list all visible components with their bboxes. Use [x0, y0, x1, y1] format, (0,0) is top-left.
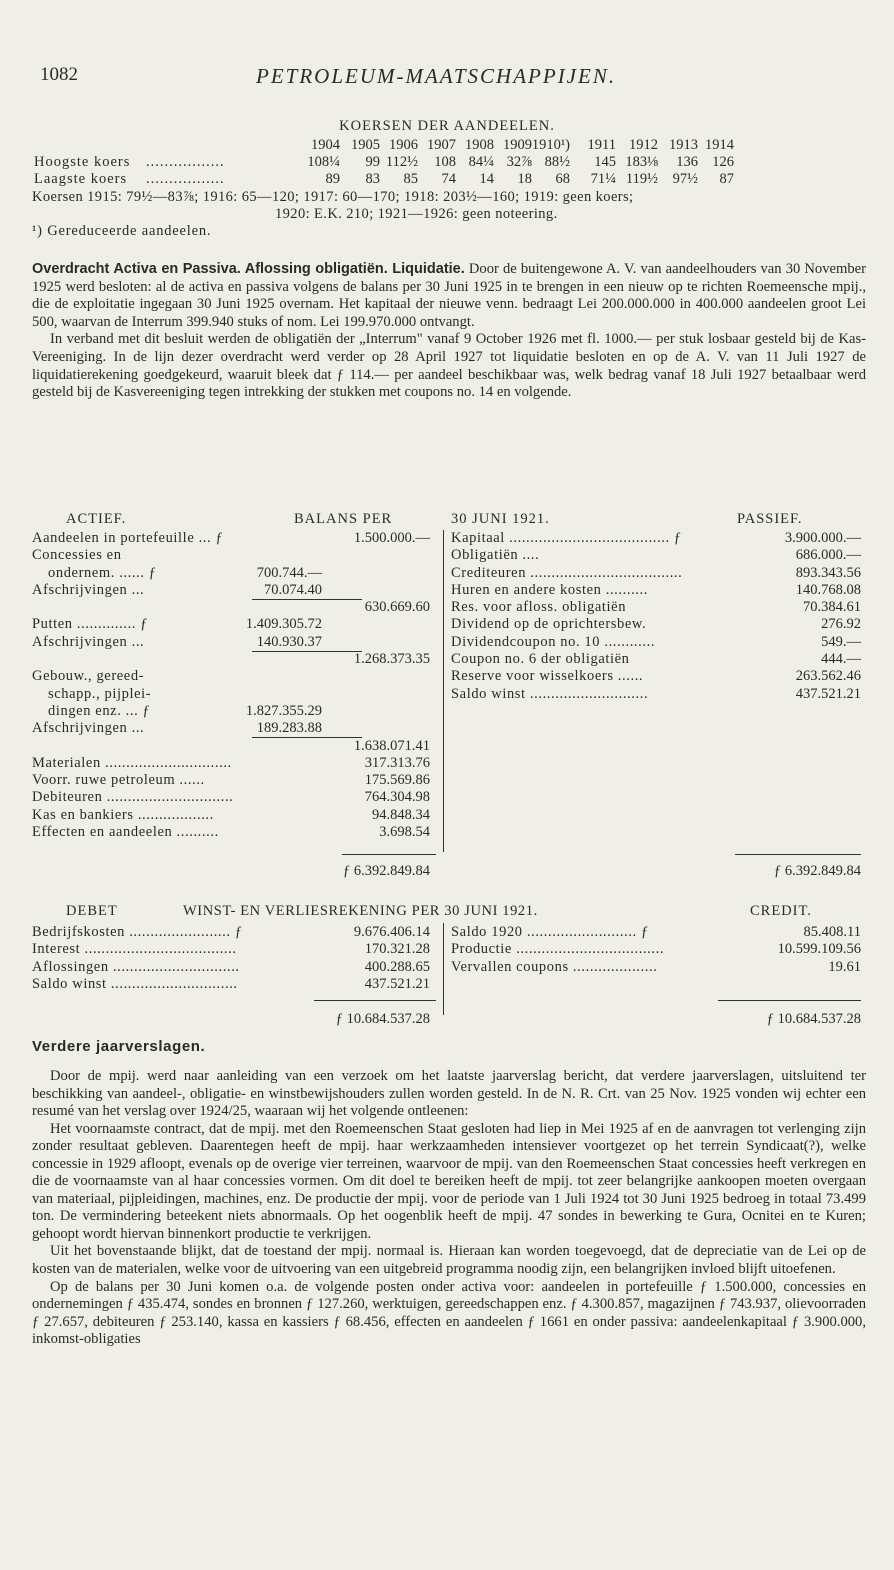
koersen-laagste-value: 74: [441, 171, 456, 187]
credit-value: 19.61: [828, 958, 861, 975]
koersen-laagste-value: 89: [325, 171, 340, 187]
koersen-year: 1907: [427, 137, 456, 153]
debet-row: [32, 924, 438, 941]
koersen-laagste-value: 71¼: [590, 171, 616, 187]
debet-total-rule: [314, 1000, 436, 1001]
debet-label-text: Interest ....................................: [32, 941, 237, 958]
actief-value: 317.313.76: [364, 754, 430, 771]
passief-row: [451, 668, 861, 685]
overdracht-heading: Overdracht Activa en Passiva. Aflossing obligatiën. Liquidatie.: [32, 261, 465, 277]
overdracht-text-2: In verband met dit besluit werden de obligatiën der „Interrum" vanaf 9 October 1926 met fl. 1000.— per stuk losbaar gesteld bij de Kas-Vereeniging. In de lijn dezer overdracht werd verder op 28 April 1927 tot liquidatie besloten en op de A. V. van 11 Juli 1927 de liquidatierekening goedgekeurd, waaruit bleek dat ƒ 114.— per aandeel beschikbaar was, welk bedrag vanaf 18 Juli 1927 betaalbaar werd gesteld bij de Kasvereeniging tegen intrekking der stukken met coupons no. 14 en volgende.: [32, 331, 866, 401]
koersen-year: 1904: [311, 137, 340, 153]
debet-row: [32, 941, 438, 958]
actief-label-text: schapp., pijplei-: [48, 685, 152, 702]
actief-sub-value: 1.409.305.72: [245, 616, 322, 633]
actief-list: [32, 530, 438, 841]
koersen-laagste-value: 97½: [672, 171, 698, 187]
passief-value: 70.384.61: [803, 599, 861, 616]
passief-label-text: Huren en andere kosten ..........: [451, 581, 648, 598]
winst-divider: [443, 923, 444, 1015]
overdracht-section: [32, 261, 866, 402]
passief-row: [451, 634, 861, 651]
actief-row: [32, 668, 438, 685]
winst-title: WINST- EN VERLIESREKENING PER 30 JUNI 1921.: [183, 903, 538, 919]
koersen-hoogste-value: 32⅞: [506, 154, 532, 170]
actief-sub-value: 70.074.40: [264, 581, 322, 598]
verdere-heading: Verdere jaarverslagen.: [32, 1038, 206, 1055]
koersen-laagste-value: 119½: [625, 171, 658, 187]
debet-label-text: Saldo winst ..............................: [32, 975, 238, 992]
passief-row: [451, 530, 861, 547]
actief-label-text: Afschrijvingen ...: [32, 720, 145, 737]
balans-divider: [443, 530, 444, 852]
passief-row: [451, 547, 861, 564]
running-title: PETROLEUM-MAATSCHAPPIJEN.: [256, 64, 617, 88]
passief-total-rule: [735, 854, 861, 855]
debet-row: [32, 976, 438, 993]
page-number: 1082: [40, 64, 78, 85]
koersen-year: 1905: [351, 137, 380, 153]
laagste-dots: .................: [146, 171, 225, 187]
passief-row: [451, 651, 861, 668]
koersen-hoogste-value: 112½: [385, 154, 418, 170]
koersen-hoogste-value: 84¼: [468, 154, 494, 170]
actief-label-text: Kas en bankiers ..................: [32, 806, 214, 823]
debet-label-text: Bedrijfskosten ........................ ƒ: [32, 924, 243, 940]
actief-label-text: Afschrijvingen ...: [32, 633, 145, 650]
koersen-year: 1911: [587, 137, 616, 153]
passief-value: 437.521.21: [795, 685, 861, 702]
actief-label-text: Putten .............. ƒ: [32, 616, 149, 633]
passief-label-text: Dividendcoupon no. 10 ............: [451, 633, 656, 650]
passief-row: [451, 582, 861, 599]
koersen-hoogste-value: 183⅛: [625, 154, 658, 170]
passief-row: [451, 686, 861, 703]
credit-total: ƒ 10.684.537.28: [766, 1011, 861, 1027]
koersen-hoogste-value: 136: [676, 154, 698, 170]
credit-row: [451, 924, 861, 941]
actief-label-text: Effecten en aandeelen ..........: [32, 824, 219, 841]
passief-row: [451, 616, 861, 633]
actief-label-text: Concessies en: [32, 547, 122, 564]
credit-value: 85.408.11: [803, 924, 861, 940]
koersen-hoogste-value: 108: [434, 154, 456, 170]
actief-label-text: Voorr. ruwe petroleum ......: [32, 772, 205, 789]
debet-label-text: Aflossingen ..............................: [32, 958, 240, 975]
verdere-p3: Uit het bovenstaande blijkt, dat de toestand der mpij. normaal is. Hieraan kan worden toegevoegd, dat de depreciatie van de Lei op de kosten van de materialen, welke voor de uitvoering van een uitgebreid programma noodig zijn, een belangrijken invloed blijft uitoefenen.: [32, 1243, 866, 1278]
koersen-laagste-value: 68: [555, 171, 570, 187]
koersen-laagste-value: 85: [403, 171, 418, 187]
credit-list: [451, 924, 861, 976]
passief-label-text: Reserve voor wisselkoers ......: [451, 668, 644, 685]
balans-title-left: BALANS PER: [294, 511, 393, 527]
credit-total-rule: [718, 1000, 861, 1001]
actief-label-text: dingen enz. ... ƒ: [48, 702, 151, 719]
actief-row: [32, 720, 438, 737]
actief-row: [32, 634, 438, 651]
koersen-year: 1910¹): [531, 137, 570, 153]
actief-row: [32, 547, 438, 564]
koersen-laagste-value: 83: [365, 171, 380, 187]
debet-row: [32, 959, 438, 976]
actief-row: [32, 738, 438, 755]
passief-label-text: Coupon no. 6 der obligatiën: [451, 651, 630, 668]
koersen-year: 1914: [705, 137, 734, 153]
actief-sub-value: 700.744.—: [256, 564, 322, 581]
actief-row: [32, 755, 438, 772]
passief-label-text: Dividend op de oprichtersbew.: [451, 616, 647, 633]
passief-value: 140.768.08: [795, 581, 861, 598]
credit-label: CREDIT.: [750, 903, 812, 919]
actief-total-rule: [342, 854, 436, 855]
credit-label-text: Productie ...................................: [451, 941, 665, 958]
hoogste-dots: .................: [146, 154, 225, 170]
actief-row: [32, 616, 438, 633]
credit-row: [451, 941, 861, 958]
actief-value: 3.698.54: [379, 824, 430, 841]
actief-sub-value: 140.930.37: [256, 633, 322, 650]
actief-row: [32, 651, 438, 668]
passief-row: [451, 565, 861, 582]
actief-total: ƒ 6.392.849.84: [343, 863, 430, 879]
actief-label-text: Materialen ..............................: [32, 754, 232, 771]
passief-value: 686.000.—: [795, 547, 861, 564]
passief-label-text: Saldo winst ............................: [451, 685, 649, 702]
koersen-title: KOERSEN DER AANDEELEN.: [339, 118, 555, 134]
passief-label: PASSIEF.: [737, 511, 803, 527]
actief-sub-value: 1.827.355.29: [245, 702, 322, 719]
passief-list: [451, 530, 861, 703]
passief-label-text: Res. voor afloss. obligatiën: [451, 599, 627, 616]
koersen-laagste-value: 14: [479, 171, 494, 187]
debet-total: ƒ 10.684.537.28: [335, 1011, 430, 1027]
koersen-hoogste-value: 88½: [544, 154, 570, 170]
passief-value: 549.—: [821, 633, 861, 650]
actief-row: [32, 789, 438, 806]
actief-value: 764.304.98: [364, 789, 430, 806]
koersen-note-2: 1920: E.K. 210; 1921—1926: geen noteering.: [275, 206, 558, 222]
actief-row: [32, 582, 438, 599]
balans-title-right: 30 JUNI 1921.: [451, 511, 550, 527]
koersen-footnote: ¹) Gereduceerde aandeelen.: [32, 223, 212, 239]
debet-value: 400.288.65: [364, 958, 430, 975]
koersen-hoogste-value: 99: [365, 154, 380, 170]
actief-label-text: Aandeelen in portefeuille ... ƒ: [32, 530, 224, 546]
koersen-year: 1913: [669, 137, 698, 153]
verdere-p4: Op de balans per 30 Juni komen o.a. de volgende posten onder activa voor: aandeelen in portefeuille ƒ 1.500.000, concessies en ondernemingen ƒ 435.474, sondes en bronnen ƒ 127.260, werktuigen, gereedschappen enz. ƒ 4.300.857, magazijnen ƒ 743.937, olievoorraden ƒ 27.657, debiteuren ƒ 253.140, kassa en kassiers ƒ 68.456, effecten en aandeelen ƒ 1661 en onder passiva: aandeelenkapitaal ƒ 3.900.000, inkomst-obligaties: [32, 1278, 866, 1348]
passief-label-text: Obligatiën ....: [451, 547, 540, 564]
passief-value: 444.—: [821, 651, 861, 668]
overdracht-text-1: Door de buitengewone A. V. van aandeelhouders van 30 November 1925 werd besloten: al de activa en passiva volgens de balans per 30 Juni 1925 in te brengen in een nieuw op te richten Roemeensche mpij., die de exploitatie ingegaan 30 Juni 1925 overnam. Het kapitaal der nieuwe venn. bedraagt Lei 200.000.000 in 400.000 aandeelen groot Lei 500, waarvan de Interrum 399.940 stuks of nom. Lei 199.970.000 ontvangt.: [32, 261, 866, 330]
koersen-hoogste-value: 126: [712, 154, 734, 170]
koersen-year: 1908: [465, 137, 494, 153]
actief-row: [32, 565, 438, 582]
actief-label-text: Afschrijvingen ...: [32, 581, 145, 598]
actief-value: 1.638.071.41: [353, 737, 430, 754]
actief-value: 1.268.373.35: [353, 651, 430, 668]
laagste-label: Laagste koers: [34, 171, 128, 187]
koersen-year: 1909: [503, 137, 532, 153]
actief-label-text: ondernem. ...... ƒ: [48, 564, 157, 581]
actief-value: 94.848.34: [372, 806, 430, 823]
debet-value: 9.676.406.14: [353, 924, 430, 940]
actief-label-text: Debiteuren ..............................: [32, 789, 234, 806]
passief-value: 893.343.56: [795, 564, 861, 581]
credit-label-text: Vervallen coupons ....................: [451, 958, 658, 975]
actief-label-text: Gebouw., gereed-: [32, 668, 145, 685]
actief-row: [32, 703, 438, 720]
passief-value: 263.562.46: [795, 668, 861, 685]
credit-label-text: Saldo 1920 .......................... ƒ: [451, 924, 649, 940]
actief-row: [32, 772, 438, 789]
passief-label-text: Kapitaal ...................................... ƒ: [451, 530, 682, 546]
passief-total: ƒ 6.392.849.84: [774, 863, 861, 879]
passief-value: 276.92: [821, 616, 861, 633]
passief-value: 3.900.000.—: [784, 530, 861, 546]
koersen-hoogste-value: 108¼: [307, 154, 340, 170]
actief-value: 175.569.86: [364, 772, 430, 789]
actief-value: 630.669.60: [364, 599, 430, 616]
actief-row: [32, 824, 438, 841]
actief-row: [32, 686, 438, 703]
koersen-note-1: Koersen 1915: 79½—83⅞; 1916: 65—120; 1917: 60—170; 1918: 203½—160; 1919: geen koers;: [32, 189, 634, 205]
verdere-p2: Het voornaamste contract, dat de mpij. met den Roemeenschen Staat gesloten had liep in Mei 1925 af en de aanvragen tot verlenging zijn zonder resultaat gebleven. Daarentegen heeft de mpij. haar werkzaamheden intensiever voortgezet op het terrein Syndicaat(?), welke concessie in 1929 afloopt, evenals op de overige vier terreinen, waarvoor de mpij. van den Roemeenschen Staat concessies heeft verkregen en die de voornaamste van al haar concessies vormen. Om dit doel te bereiken heeft de mpij. tot zeer belangrijke aankoopen moeten overgaan van materiaal, pijpleidingen, machines, enz. De productie der mpij. voor de periode van 1 Juli 1924 tot 30 Juni 1925 bedroeg in totaal 73.499 ton. De vermindering beteekent niets abnormaals. Op het oogenblik heeft de mpij. 47 sondes in bewerking te Gura, Ocnitei en te Kuren; gehoopt wordt hiervan binnenkort productie te verkrijgen.: [32, 1120, 866, 1242]
actief-row: [32, 599, 438, 616]
koersen-laagste-value: 18: [517, 171, 532, 187]
passief-row: [451, 599, 861, 616]
koersen-laagste-value: 87: [719, 171, 734, 187]
credit-value: 10.599.109.56: [777, 941, 861, 958]
koersen-year: 1906: [389, 137, 418, 153]
actief-sub-value: 189.283.88: [256, 720, 322, 737]
actief-row: [32, 807, 438, 824]
actief-label: ACTIEF.: [66, 511, 127, 527]
credit-row: [451, 959, 861, 976]
debet-value: 170.321.28: [364, 941, 430, 958]
debet-value: 437.521.21: [364, 975, 430, 992]
actief-row: [32, 530, 438, 547]
actief-value: 1.500.000.—: [353, 530, 430, 546]
hoogste-label: Hoogste koers: [34, 154, 131, 170]
passief-label-text: Crediteuren ....................................: [451, 564, 683, 581]
koersen-hoogste-value: 145: [594, 154, 616, 170]
debet-label: DEBET: [66, 903, 118, 919]
debet-list: [32, 924, 438, 993]
verdere-p1: Door de mpij. werd naar aanleiding van een verzoek om het laatste jaarverslag bericht, dat verdere jaarverslagen, uitsluitend ter beschikking van aandeel-, obligatie- en winstbewijshouders zullen worden gesteld. In de N. R. Crt. van 25 Nov. 1925 vonden wij echter een resumé van het verslag over 1924/25, waaraan wij het volgende ontleenen:: [32, 1068, 866, 1120]
verdere-section: [32, 1068, 866, 1349]
koersen-year: 1912: [629, 137, 658, 153]
